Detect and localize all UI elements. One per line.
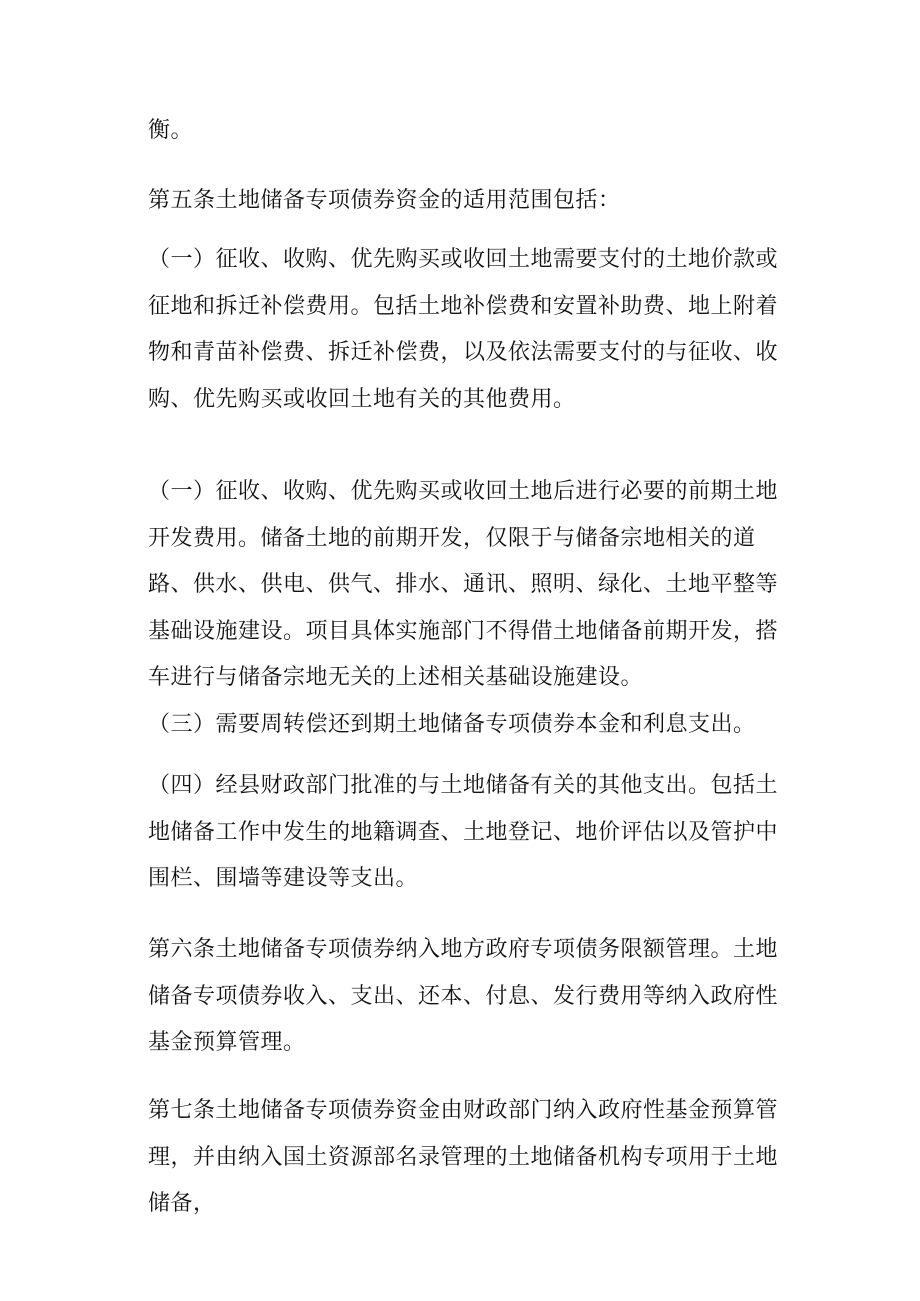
paragraph-article-7: 第七条土地储备专项债券资金由财政部门纳入政府性基金预算管理，并由纳入国土资源部名录管理的土地储备机构专项用于土地储备， <box>148 1098 779 1216</box>
paragraph-article-6: 第六条土地储备专项债券纳入地方政府专项债务限额管理。土地储备专项债券收入、支出、还本、付息、发行费用等纳入政府性基金预算管理。 <box>148 937 779 1055</box>
paragraph-item-1: （一）征收、收购、优先购买或收回土地需要支付的土地价款或征地和拆迁补偿费用。包括土地补偿费和安置补助费、地上附着物和青苗补偿费、拆迁补偿费，以及依法需要支付的与征收、收购、优先购买或收回土地有关的其他费用。 <box>148 247 779 412</box>
paragraph-item-4: （四）经县财政部门批准的与土地储备有关的其他支出。包括土地储备工作中发生的地籍调查、土地登记、地价评估以及管护中围栏、围墙等建设等支出。 <box>148 773 779 891</box>
paragraph-item-2: （一）征收、收购、优先购买或收回土地后进行必要的前期土地开发费用。储备土地的前期开发，仅限于与储备宗地相关的道路、供水、供电、供气、排水、通讯、照明、绿化、土地平整等基础设施建设。项目具体实施部门不得借土地储备前期开发，搭车进行与储备宗地无关的上述相关基础设施建设。 <box>148 479 779 690</box>
paragraph-item-3: （三）需要周转偿还到期土地储备专项债券本金和利息支出。 <box>148 712 756 737</box>
paragraph-continuation: 衡。 <box>148 118 194 143</box>
paragraph-article-5: 第五条土地储备专项债券资金的适用范围包括： <box>148 188 621 213</box>
